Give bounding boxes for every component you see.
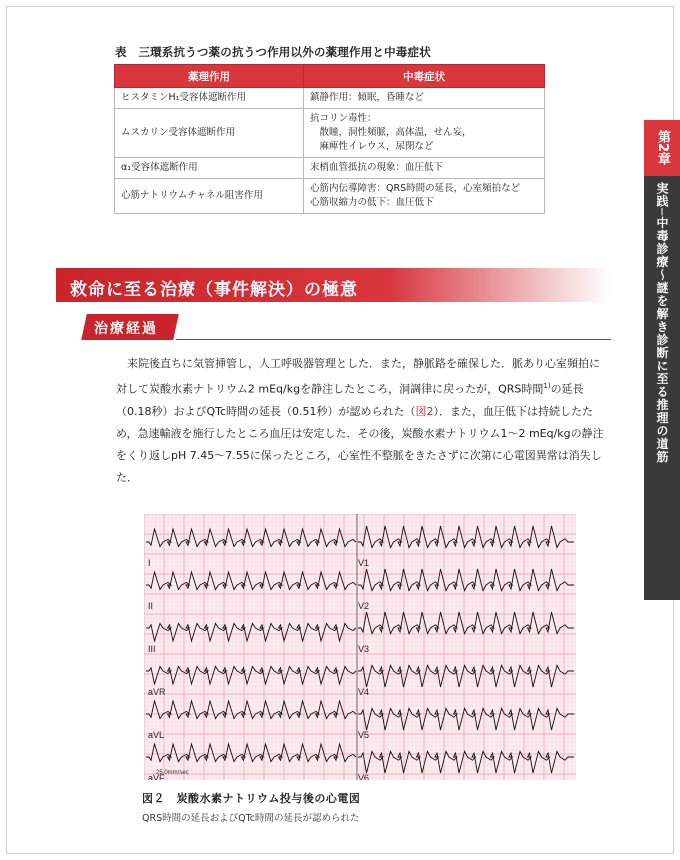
table-cell-symptoms: 心筋内伝導障害：QRS時間の延長，心室頻拍など 心筋収縮力の低下：血圧低下 bbox=[304, 179, 545, 214]
chapter-number: 第2章 bbox=[644, 120, 680, 176]
ecg-lead-label: aVF bbox=[148, 773, 165, 780]
ecg-lead-label: aVR bbox=[148, 687, 166, 697]
table-cell-action: ムスカリン受容体遮断作用 bbox=[115, 109, 304, 158]
ecg-lead-label: V6 bbox=[358, 773, 370, 780]
table-cell-symptoms: 末梢血管抵抗の現象：血圧低下 bbox=[304, 158, 545, 179]
ecg-lead-label: V3 bbox=[358, 644, 370, 654]
ecg-lead-label: I bbox=[148, 558, 151, 568]
table-row bbox=[115, 109, 545, 158]
section-title: 救命に至る治療（事件解決）の極意 bbox=[70, 280, 358, 300]
subheading: 治療経過 bbox=[94, 321, 158, 337]
ecg-lead-label: II bbox=[148, 601, 154, 611]
table-row bbox=[115, 158, 545, 179]
ecg-lead-label: III bbox=[148, 644, 156, 654]
figure-subcaption: QRS時間の延長およびQTc時間の延長が認められた bbox=[142, 813, 360, 824]
table-cell-action: ヒスタミンH₁受容体遮断作用 bbox=[115, 88, 304, 109]
pharmacology-table bbox=[114, 64, 545, 214]
ecg-lead-label: V1 bbox=[358, 558, 370, 568]
table-row bbox=[115, 88, 545, 109]
ecg-speed-label: 25.0mm/sec bbox=[156, 770, 189, 776]
ecg-lead-label: V5 bbox=[358, 730, 370, 740]
body-paragraph: 来院後直ちに気管挿管し，人工呼吸器管理とした．また，静脈路を確保した．脈あり心室頻拍に対して炭酸水素ナトリウム2 mEq/kgを静注したところ，洞調律に戻ったが，QRS時間$^{1)}$の延長（0.18秒）およびQTc時間の延長（0.51秒）が認められた（図2）．また，血圧低下は持続したため，急速輸液を施行したところ血圧は安定した．その後，炭酸水素ナトリウム1〜2 mEq/kgの静注をくり返しpH 7.45〜7.55に保ったところ，心室性不整脈をきたさずに次第に心電図異常は消失した． bbox=[116, 357, 604, 484]
table-row bbox=[115, 179, 545, 214]
figure-reference-link[interactable]: 図2 bbox=[415, 404, 434, 418]
ecg-lead-label: V4 bbox=[358, 687, 370, 697]
subheading-rule bbox=[176, 339, 611, 340]
ecg-lead-label: V2 bbox=[358, 601, 370, 611]
table-cell-symptoms: 抗コリン毒性： 散瞳，洞性頻脈，高体温，せん妄， 麻痺性イレウス，尿閉など bbox=[304, 109, 545, 158]
table-caption: 表 三環系抗うつ薬の抗うつ作用以外の薬理作用と中毒症状 bbox=[115, 45, 431, 59]
figure-caption: 図２ 炭酸水素ナトリウム投与後の心電図 bbox=[142, 792, 361, 805]
table-cell-action: α₁受容体遮断作用 bbox=[115, 158, 304, 179]
ecg-lead-label: aVL bbox=[148, 730, 165, 740]
chapter-title: 実践─中毒診療〜謎を解き診断に至る推理の道筋 bbox=[655, 182, 669, 464]
table-cell-action: 心筋ナトリウムチャネル阻害作用 bbox=[115, 179, 304, 214]
ecg-tracing bbox=[144, 514, 576, 780]
ecg-figure bbox=[144, 514, 576, 780]
table-header-action: 薬理作用 bbox=[115, 65, 304, 88]
table-header-symptoms: 中毒症状 bbox=[304, 65, 545, 88]
table-cell-symptoms: 鎮静作用：傾眠，昏睡など bbox=[304, 88, 545, 109]
